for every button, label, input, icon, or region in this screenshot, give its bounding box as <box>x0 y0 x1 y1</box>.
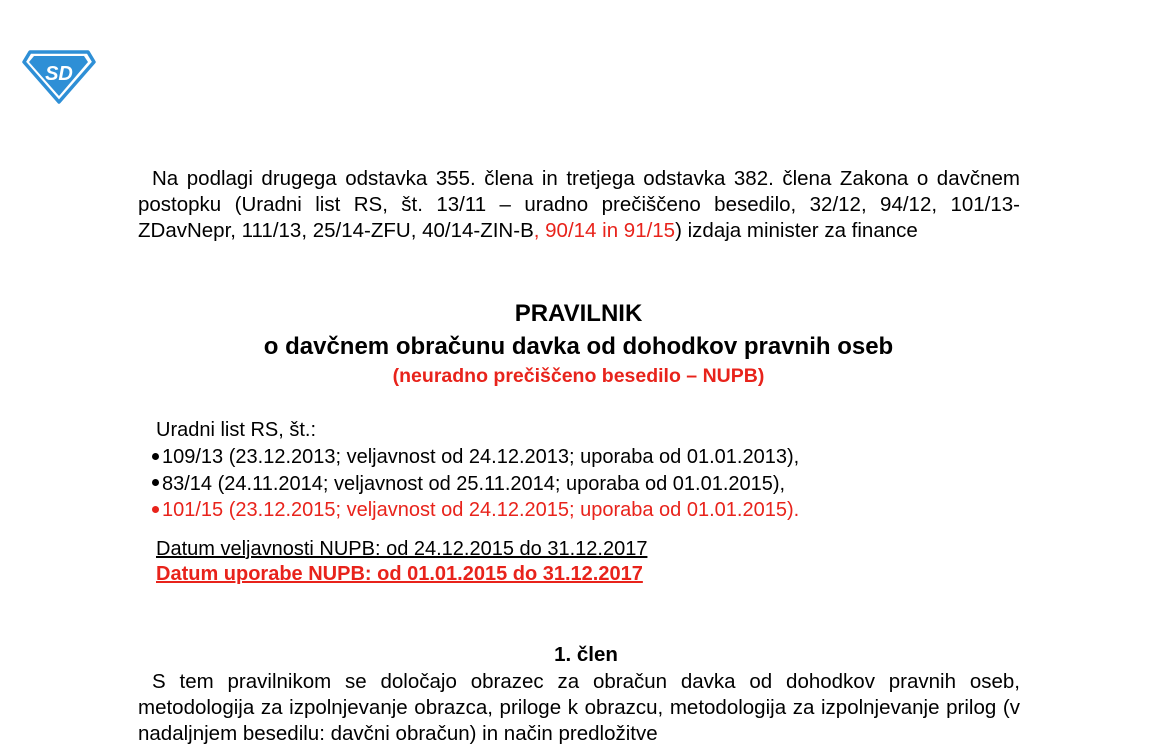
gazette-entry <box>150 444 799 471</box>
article-heading: 1. člen <box>554 643 618 666</box>
document-subtitle: o davčnem obračunu davka od dohodkov pravnih oseb <box>263 333 894 360</box>
document-title: PRAVILNIK <box>514 300 643 327</box>
gazette-entry-text: 83/14 (24.11.2014; veljavnost od 25.11.2014; uporaba od 01.01.2015), <box>162 472 786 495</box>
intro-text: Na podlagi drugega odstavka 355. člena in tretjega odstavka 382. člena Zakona o davčnem postopku (Uradni list RS, št. 13/11 – uradno prečiščeno besedilo, 32/12, 94/12, 101/13-ZDavNepr, 111/13, 25/14-ZFU, 40/14-ZIN-B <box>138 167 1020 242</box>
svg-text:SD: SD <box>45 63 73 85</box>
gazette-entry-text: 101/15 (23.12.2015; veljavnost od 24.12.2015; uporaba od 01.01.2015). <box>162 499 800 521</box>
bullet-icon <box>152 453 159 460</box>
bullet-icon <box>152 479 159 486</box>
intro-amendments-red: , 90/14 in 91/15 <box>533 219 676 242</box>
gazette-entry <box>150 497 799 524</box>
gazette-entry-text: 109/13 (23.12.2013; veljavnost od 24.12.2013; uporaba od 01.01.2013), <box>162 446 800 468</box>
gazette-entry <box>150 471 799 498</box>
intro-text-end: ) izdaja minister za finance <box>675 219 918 242</box>
document-note: (neuradno prečiščeno besedilo – NUPB) <box>392 365 765 387</box>
bullet-icon <box>152 506 159 513</box>
intro-paragraph <box>138 166 1020 244</box>
sd-logo-icon <box>22 48 96 104</box>
gazette-label: Uradni list RS, št.: <box>156 419 317 441</box>
gazette-list <box>150 444 799 524</box>
validity-date: Datum veljavnosti NUPB: od 24.12.2015 do 31.12.2017 <box>156 538 648 560</box>
article-text: S tem pravilnikom se določajo obrazec za obračun davka od dohodkov pravnih oseb, metodologija za izpolnjevanje obrazca, priloge k obrazcu, metodologija za izpolnjevanje prilog (v nadaljnjem besedilu: davčni obračun) in način predložitve <box>138 670 1020 745</box>
application-date: Datum uporabe NUPB: od 01.01.2015 do 31.12.2017 <box>156 563 643 585</box>
